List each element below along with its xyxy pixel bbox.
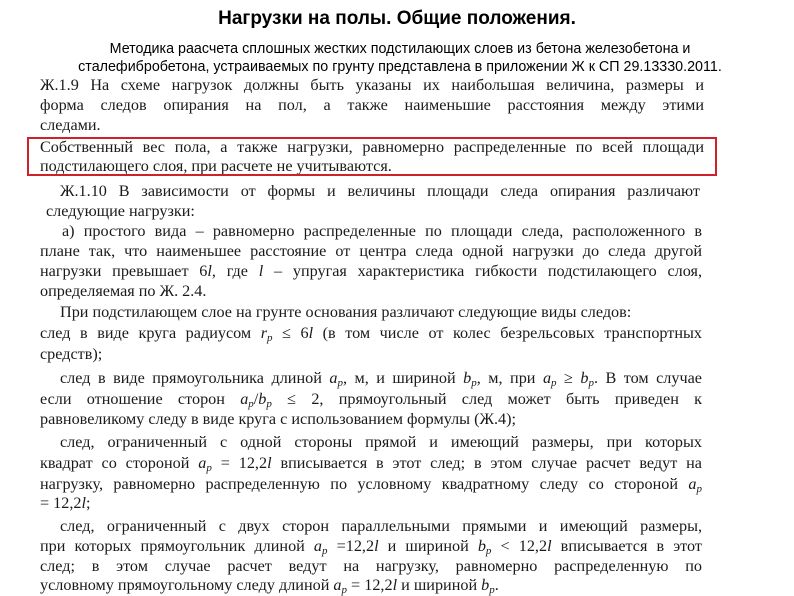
trace-oneside-line-3: нагрузку, равномерно распределенную по условному квадратному следу со стороной $a_p$ [40, 475, 702, 495]
trace-twoside-line-2: при которых прямоугольник длиной $a_p =12,2l$ и шириной $b_p < 12,2l$ вписывается в этот [40, 537, 702, 557]
item-a-line-1: а) простого вида – равномерно распределенные по площади следа, расположенного в [62, 222, 702, 240]
trace-rect-line-3: равновеликому следу в виде круга с использованием формулы (Ж.4); [40, 410, 517, 428]
para-j19-line-1: Ж.1.9 На схеме нагрузок должны быть указаны их наибольшая величина, размеры и [40, 76, 704, 94]
trace-twoside-line-4: условному прямоугольному следу длиной $a_p = 12,2l$ и шириной $b_p$. [40, 576, 499, 596]
para-j110-line-2: следующие нагрузки: [46, 202, 195, 220]
trace-rect-line-1: след в виде прямоугольника длиной $a_p$, м, и шириной $b_p$, м, при $a_p \ge b_p$. В том случае [60, 369, 702, 389]
page-title: Нагрузки на полы. Общие положения. [218, 8, 576, 29]
trace-oneside-line-1: след, ограниченный с одной стороны прямой и имеющий размеры, при которых [60, 433, 702, 451]
highlight-line-1: Собственный вес пола, а также нагрузки, равномерно распределенные по всей площади [40, 138, 704, 156]
trace-oneside-line-4: = 12,2l; [40, 494, 91, 512]
item-a-line-3: нагрузки превышает 6l, где l – упругая характеристика гибкости подстилающего слоя, [40, 262, 702, 280]
trace-rect-line-2: если отношение сторон $a_p/b_p \le 2$, прямоугольный след может быть приведен к [40, 390, 702, 410]
trace-circle-line-1: след в виде круга радиусом $r_p \le 6l$ (в том числе от колес безрельсовых транспортных [40, 324, 702, 344]
trace-oneside-line-2: квадрат со стороной $a_p = 12,2l$ вписывается в этот след; в этом случае расчет ведут на [40, 454, 702, 474]
highlight-box [27, 137, 717, 176]
trace-circle-line-2: средств); [40, 345, 103, 363]
trace-twoside-line-3: след; в этом случае расчет ведут на нагрузку, равномерно распределенную по [40, 557, 702, 575]
para-j19-line-2: форма следов опирания на пол, а также наименьшие расстояния между этими [40, 96, 704, 114]
intro-line-2: сталефибробетона, устраиваемых по грунту представлена в приложении Ж к СП 29.13330.2011. [78, 59, 722, 75]
trace-twoside-line-1: след, ограниченный с двух сторон параллельными прямыми и имеющий размеры, [60, 517, 702, 535]
highlight-line-2: подстилающего слоя, при расчете не учитываются. [40, 157, 392, 175]
traces-intro: При подстилающем слое на грунте основания различают следующие виды следов: [60, 303, 632, 321]
para-j110-line-1: Ж.1.10 В зависимости от формы и величины площади следа опирания различают [60, 182, 700, 200]
item-a-line-2: плане так, что наименьшее расстояние от центра следа одной нагрузки до следа другой [40, 242, 702, 260]
intro-line-1: Методика раасчета сплошных жестких подстилающих слоев из бетона железобетона и [109, 41, 691, 57]
item-a-line-4: определяемая по Ж. 2.4. [40, 282, 207, 300]
para-j19-line-3: следами. [40, 116, 101, 134]
